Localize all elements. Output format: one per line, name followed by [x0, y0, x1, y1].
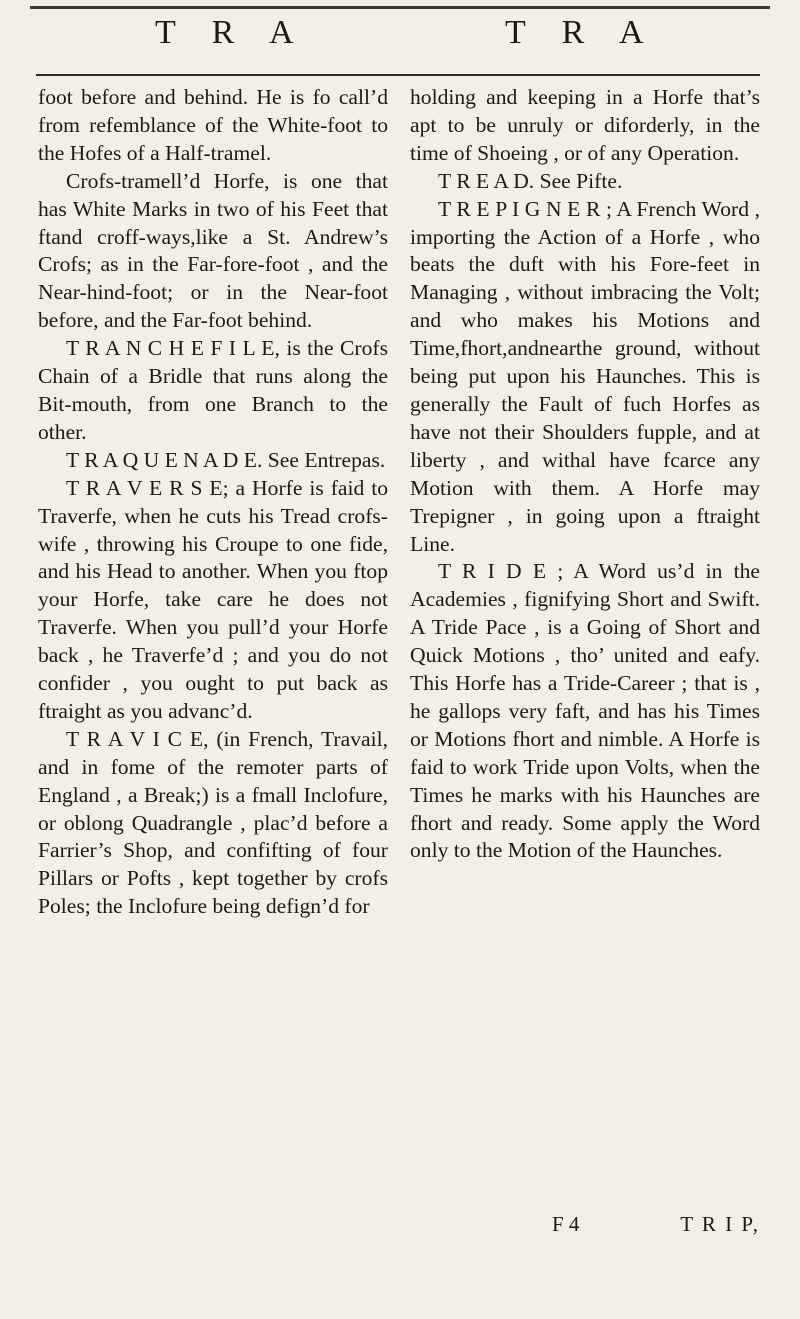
catchword: T R I P, [680, 1212, 760, 1236]
header-left: T R A [155, 14, 308, 51]
paragraph: T R A N C H E F I L E, is the Crofs Chain of a Bridle that runs along the Bit-mouth, from one Branch to the other. [38, 336, 388, 444]
page-footer [410, 1212, 760, 1242]
paragraph: T R E A D. See Pifte. [438, 168, 623, 193]
paragraph: T R I D E ; A Word us’d in the Academies , fignifying Short and Swift. A Tride Pace , is a Going of Short and Quick Motions , tho’ united and eafy. This Horfe has a Tride-Career ; that is , he gallops very faft, and has his Times or Motions fhort and nimble. A Horfe is faid to work Tride upon Volts, when the Times he marks with his Haunches are fhort and ready. Some apply the Word only to the Motion of the Haunches. [410, 559, 760, 863]
header-right: T R A [505, 14, 658, 51]
right-column [410, 84, 760, 865]
paragraph: foot before and behind. He is fo call’d from refemblance of the White-foot to the Hofes of a Half-tramel. [38, 85, 388, 165]
paragraph: T R E P I G N E R ; A French Word , importing the Action of a Horfe , who beats the duft with his Fore-feet in Managing , without imbracing the Volt; and who makes his Motions and Time,fhort,andnearthe ground, without being put upon his Haunches. This is generally the Fault of fuch Horfes as have not their Shoulders fupple, and at liberty , and withal have fcarce any Motion with them. A Horfe may Trepigner , in going upon a ftraight Line. [410, 196, 760, 556]
header-rule [36, 74, 760, 76]
running-header [0, 14, 800, 64]
paragraph: T R A Q U E N A D E. See Entrepas. [66, 447, 386, 472]
left-column [38, 84, 388, 921]
top-border-line [30, 6, 770, 9]
paragraph: T R A V E R S E; a Horfe is faid to Traverfe, when he cuts his Tread crofs-wife , throwing his Croupe to one fide, and his Head to another. When you ftop your Horfe, take care he does not Traverfe. When you pull’d your Horfe back , he Traverfe’d ; and you do not confider , you ought to put back as ftraight as you advanc’d. [38, 475, 388, 723]
paragraph: T R A V I C E, (in French, Travail, and in fome of the remoter parts of England , a Break;) is a fmall Inclofure, or oblong Quadrangle , plac’d before a Farrier’s Shop, and confifting of four Pillars or Pofts , kept together by crofs Poles; the Inclofure being defign’d for [38, 726, 388, 919]
paragraph: Crofs-tramell’d Horfe, is one that has White Marks in two of his Feet that ftand croff-ways,like a St. Andrew’s Crofs; as in the Far-fore-foot , and the Near-hind-foot; or in the Near-foot before, and the Far-foot behind. [38, 168, 388, 333]
paragraph: holding and keeping in a Horfe that’s apt to be unruly or diforderly, in the time of Shoeing , or of any Operation. [410, 85, 760, 165]
signature-mark: F 4 [552, 1212, 580, 1236]
